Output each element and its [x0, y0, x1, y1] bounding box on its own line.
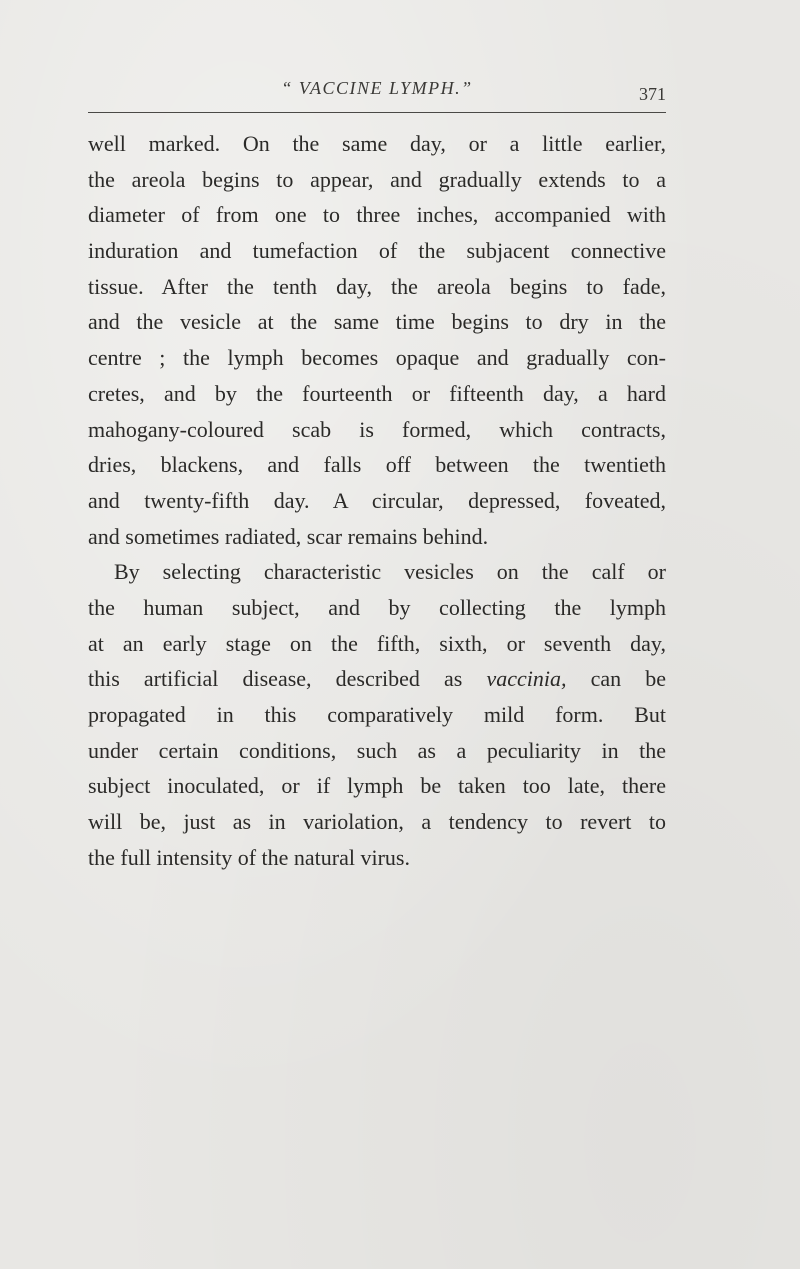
running-head [88, 76, 666, 110]
text-line: the areola begins to appear, and gradually extends to a [88, 166, 666, 192]
text-line: and the vesicle at the same time begins to dry in the [88, 309, 666, 335]
text-line: and sometimes radiated, scar remains behind. [88, 523, 489, 549]
text-line: cretes, and by the fourteenth or fifteenth day, a hard [88, 380, 666, 406]
text-line: well marked. On the same day, or a little earlier, [88, 131, 666, 156]
text-line: mahogany-coloured scab is formed, which contracts, [88, 416, 666, 442]
text-line: under certain conditions, such as a peculiarity in the [88, 737, 666, 763]
text-line: will be, just as in variolation, a tendency to revert to [88, 809, 666, 835]
text-line: centre ; the lymph becomes opaque and gradually con- [88, 345, 666, 371]
text-line: and twenty-fifth day. A circular, depressed, foveated, [88, 487, 666, 513]
text-line: induration and tumefaction of the subjacent connective [88, 238, 666, 264]
header-rule [88, 112, 666, 113]
page-number: 371 [639, 84, 666, 104]
text-line: propagated in this comparatively mild form. But [88, 702, 666, 727]
text-line: at an early stage on the fifth, sixth, or seventh day, [88, 630, 666, 656]
text-segment: this artificial disease, described as [88, 666, 487, 692]
text-line: the full intensity of the natural virus. [88, 844, 410, 870]
text-line: tissue. After the tenth day, the areola begins to fade, [88, 273, 666, 299]
text-segment: can be [566, 666, 666, 692]
italic-term: vaccinia, [486, 666, 567, 692]
text-line: dries, blackens, and falls off between the twentieth [88, 452, 666, 478]
text-line: By selecting characteristic vesicles on the calf or [114, 559, 666, 585]
text-line-with-italic [88, 661, 666, 697]
running-title: “ VACCINE LYMPH.” [281, 78, 473, 98]
text-line: diameter of from one to three inches, accompanied with [88, 202, 666, 228]
text-line: subject inoculated, or if lymph be taken too late, there [88, 773, 666, 799]
text-line: the human subject, and by collecting the lymph [88, 594, 666, 620]
body-text [88, 126, 666, 875]
